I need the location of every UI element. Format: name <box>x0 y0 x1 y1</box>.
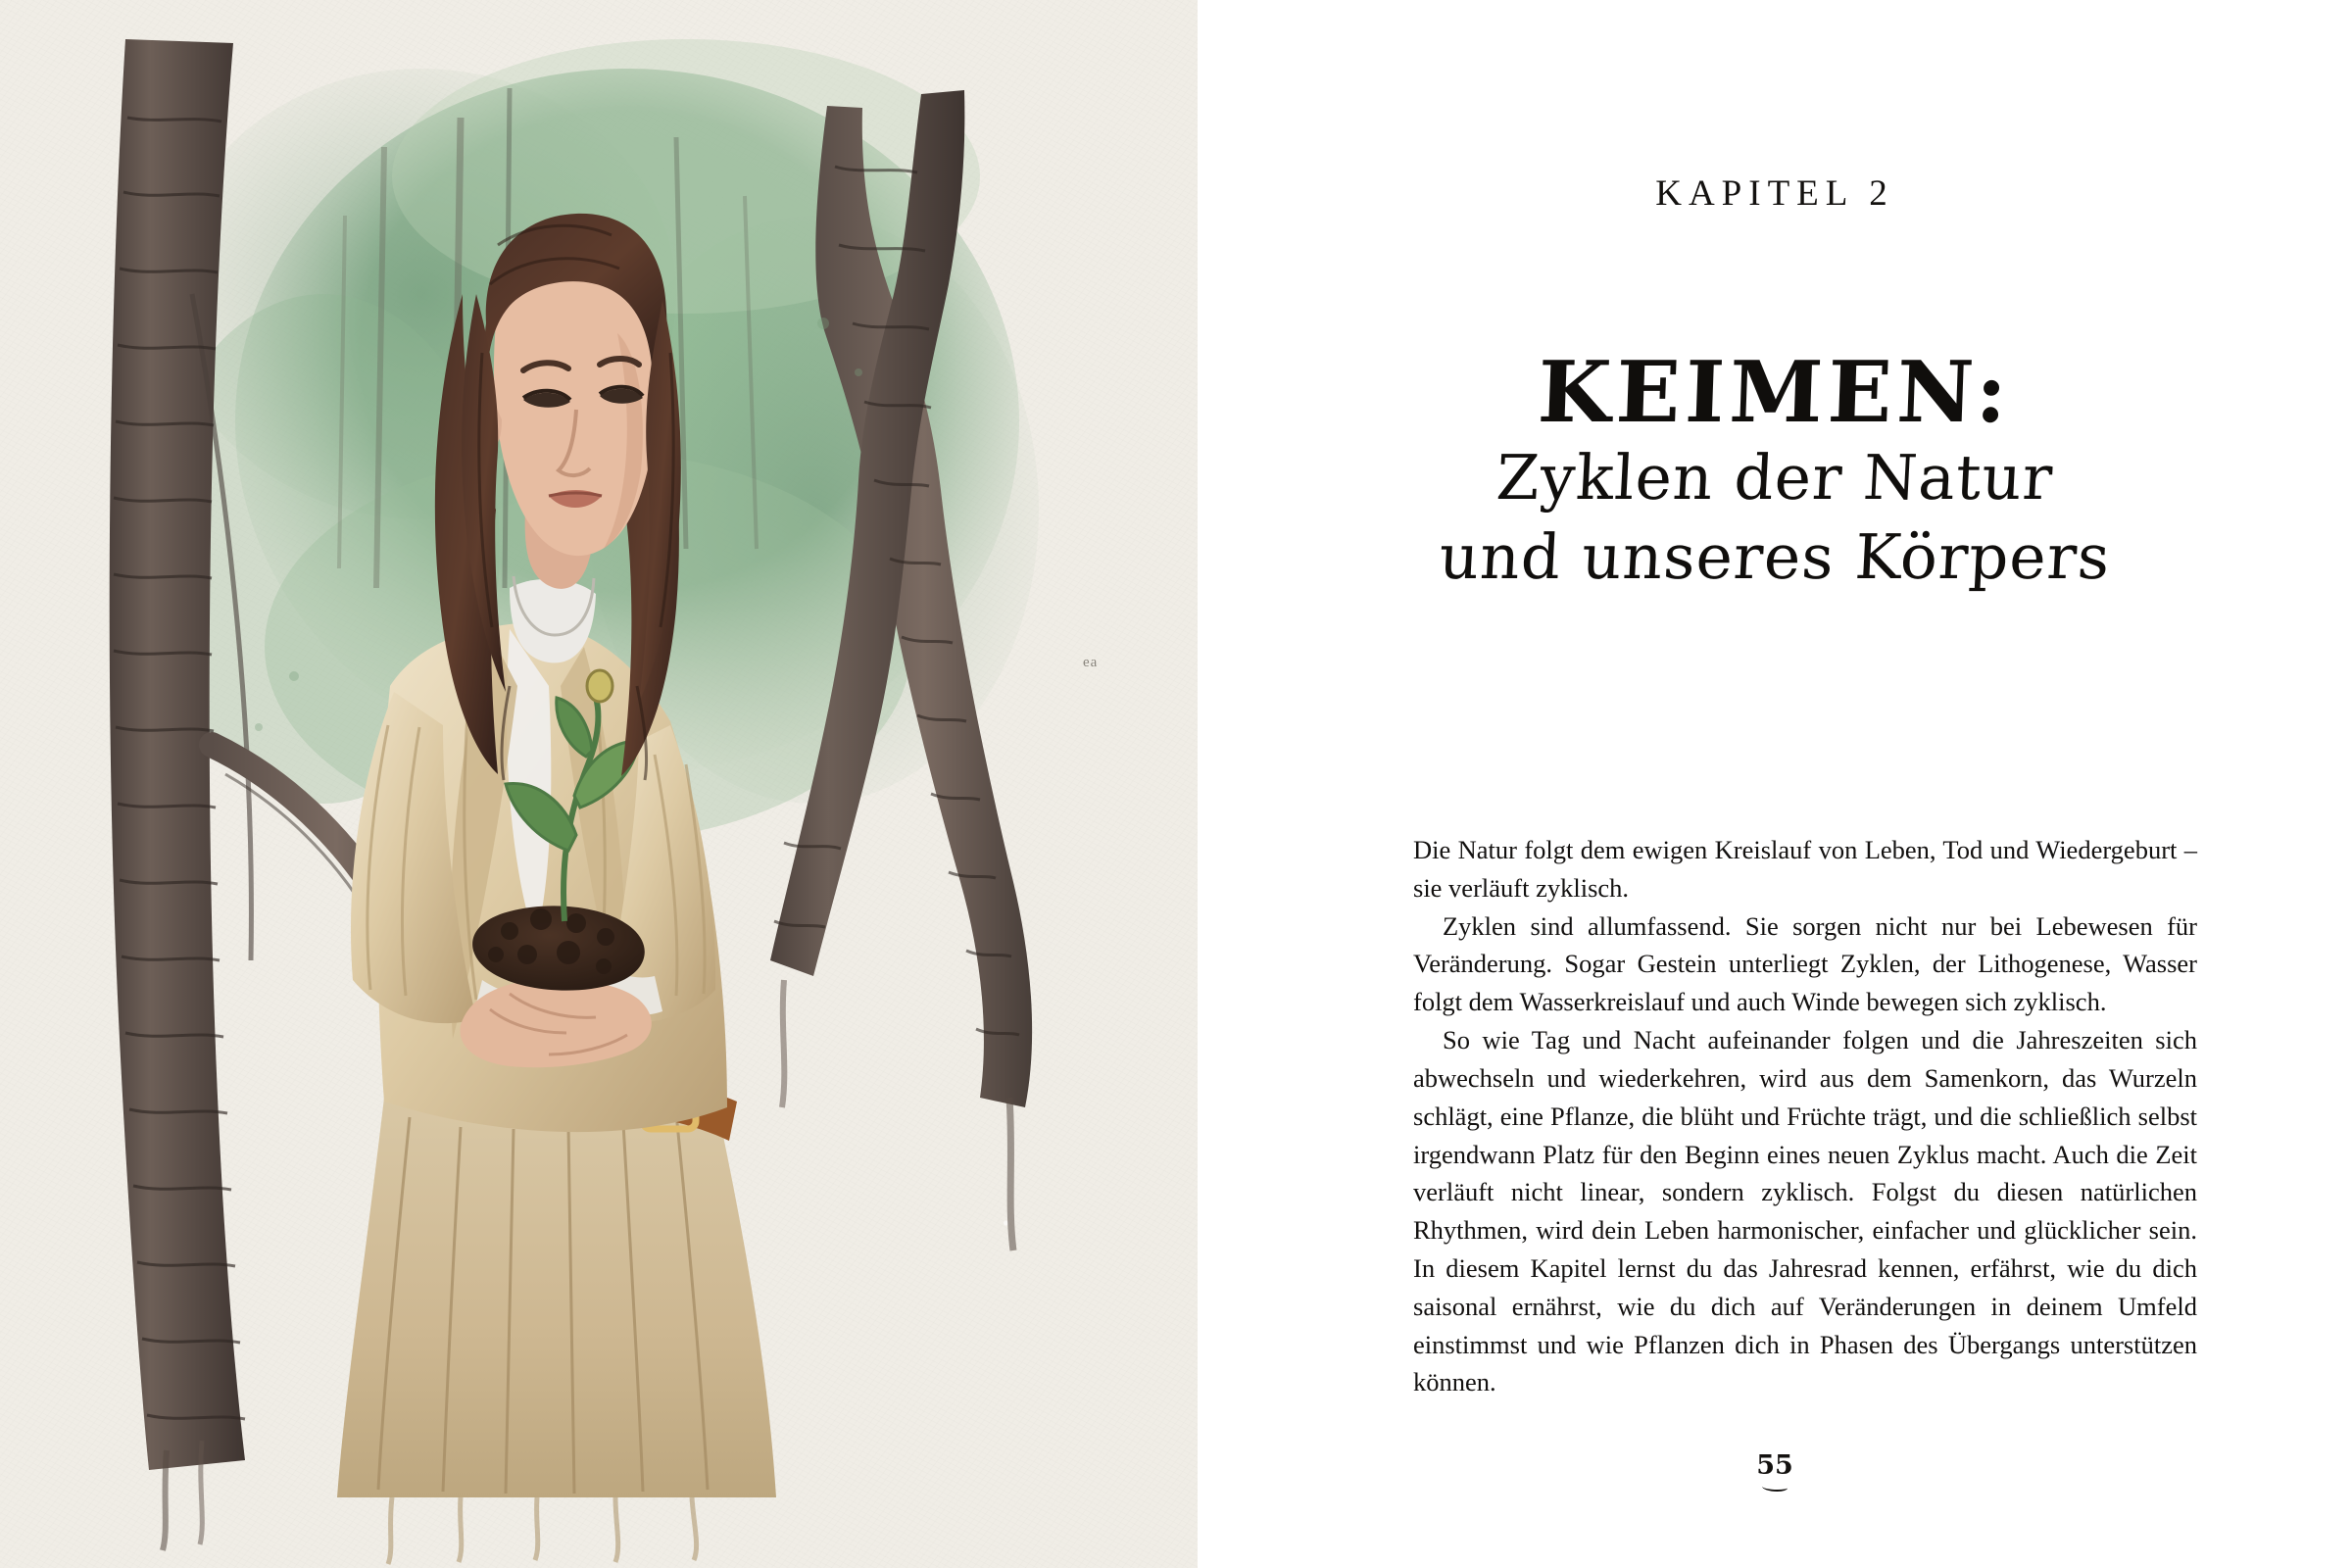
text-page <box>1198 0 2352 1568</box>
chapter-label: KAPITEL 2 <box>1655 173 1894 214</box>
paragraph-3: So wie Tag und Nacht aufeinander folgen und die Jahreszeiten sich abwechseln und wiederkehren, wird aus dem Samenkorn, das Wurzeln schlägt, eine Pflanze, die blüht und Früchte trägt, und die schließlich selbst irgendwann Platz für den Beginn eines neuen Zyklus macht. Auch die Zeit verläuft nicht linear, sondern zyklisch. Folgst du diesen natürlichen Rhythmen, wird dein Leben harmonischer, einfacher und glücklicher sein. In diesem Kapitel lernst du das Jahresrad kennen, erfährst, wie du dich saisonal ernährst, wie du dich auf Veränderungen in deinem Umfeld einstimmst und wie Pflanzen dich in Phasen des Übergangs unterstützen können. <box>1413 1025 2197 1397</box>
chapter-title-line-3: und unseres Körpers <box>1437 520 2113 593</box>
page-number-flourish <box>1762 1483 1788 1492</box>
page-number-value: 55 <box>1756 1450 1793 1481</box>
chapter-title-line-1: KEIMEN: <box>1536 343 2014 442</box>
artist-signature: ea <box>1083 655 1099 670</box>
page-number <box>1198 1450 2352 1492</box>
chapter-title-line-2: Zyklen der Natur <box>1494 441 2055 514</box>
paragraph-2: Zyklen sind allumfassend. Sie sorgen nicht nur bei Lebewesen für Veränderung. Sogar Gestein unterliegt Zyklen, der Lithogenese, Wasser folgt dem Wasserkreislauf und auch Winde bewegen sich zyklisch. <box>1413 910 2197 1017</box>
body-text <box>1413 831 2197 1401</box>
paragraph-1: Die Natur folgt dem ewigen Kreislauf von Leben, Tod und Wiedergeburt – sie verläuft zyklisch. <box>1413 835 2197 903</box>
page-title <box>1198 343 2352 597</box>
